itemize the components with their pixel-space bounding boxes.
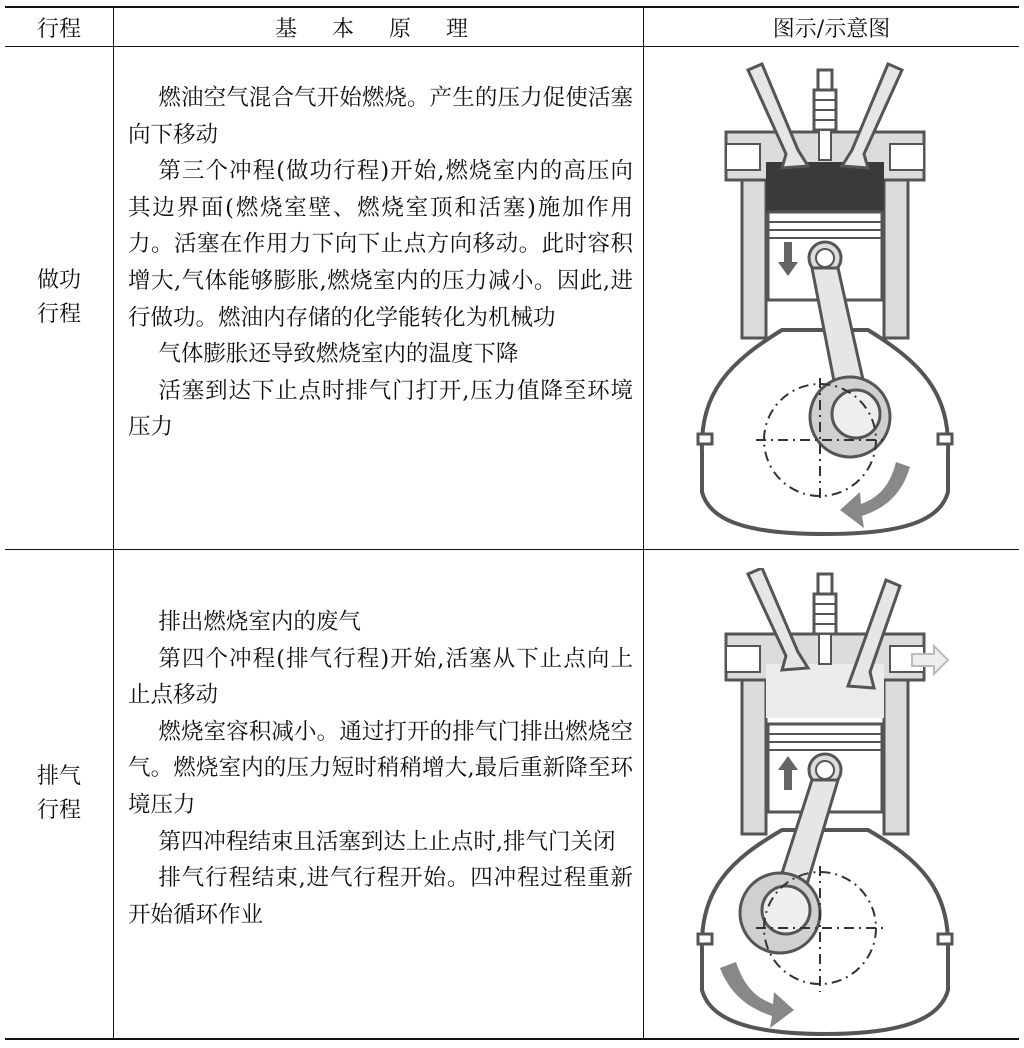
- stroke-name-line: 行程: [36, 798, 81, 823]
- header-figure: 图示/示意图: [772, 16, 891, 42]
- header-stroke: 行程: [36, 16, 81, 42]
- engine-diagram-svg: [690, 62, 960, 537]
- principle-paragraph: 燃烧室容积减小。通过打开的排气门排出燃烧空气。燃烧室内的压力短时稍稍增大,最后重新降至环境压力: [128, 718, 633, 818]
- stroke-name-cell: [5, 47, 113, 549]
- principle-text: [128, 604, 633, 933]
- engine-exhaust-stroke-diagram: [690, 568, 960, 1038]
- principle-paragraph: 排出燃烧室内的废气: [158, 609, 361, 635]
- principle-paragraph: 气体膨胀还导致燃烧室内的温度下降: [158, 341, 519, 368]
- principle-paragraph: 第三个冲程(做功行程)开始,燃烧室内的高压向其边界面(燃烧室壁、燃烧室顶和活塞)施加作用力。活塞在作用力下向下止点方向移动。此时容积增大,气体能够膨胀,燃烧室内的压力减小。因此,进行做功。燃油内存储的化学能转化为机械功: [128, 158, 633, 331]
- column-divider-2: [643, 7, 644, 1039]
- stroke-name: [36, 264, 82, 332]
- stroke-name: [36, 760, 82, 828]
- table-row-divider: [5, 549, 1019, 550]
- principle-paragraph: 燃油空气混合气开始燃烧。产生的压力促使活塞向下移动: [128, 85, 633, 148]
- principle-text: [128, 80, 633, 446]
- principle-paragraph: 排气行程结束,进气行程开始。四冲程过程重新开始循环作业: [128, 865, 633, 928]
- table-bottom-rule: [5, 1038, 1019, 1040]
- stroke-name-line: 排气: [36, 764, 81, 789]
- stroke-name-cell: [5, 550, 113, 1038]
- table-header-rule: [5, 46, 1019, 47]
- stroke-name-line: 行程: [36, 302, 81, 327]
- header-principle: 基 本 原 理: [275, 16, 482, 42]
- stroke-name-line: 做功: [36, 268, 81, 293]
- principle-paragraph: 第四冲程结束且活塞到达上止点时,排气门关闭: [158, 828, 616, 855]
- column-divider-1: [113, 7, 114, 1039]
- engine-power-stroke-diagram: [690, 62, 960, 537]
- principle-paragraph: 第四个冲程(排气行程)开始,活塞从下止点向上止点移动: [128, 645, 633, 709]
- engine-diagram-svg: [690, 568, 960, 1038]
- principle-paragraph: 活塞到达下止点时排气门打开,压力值降至环境压力: [128, 377, 633, 441]
